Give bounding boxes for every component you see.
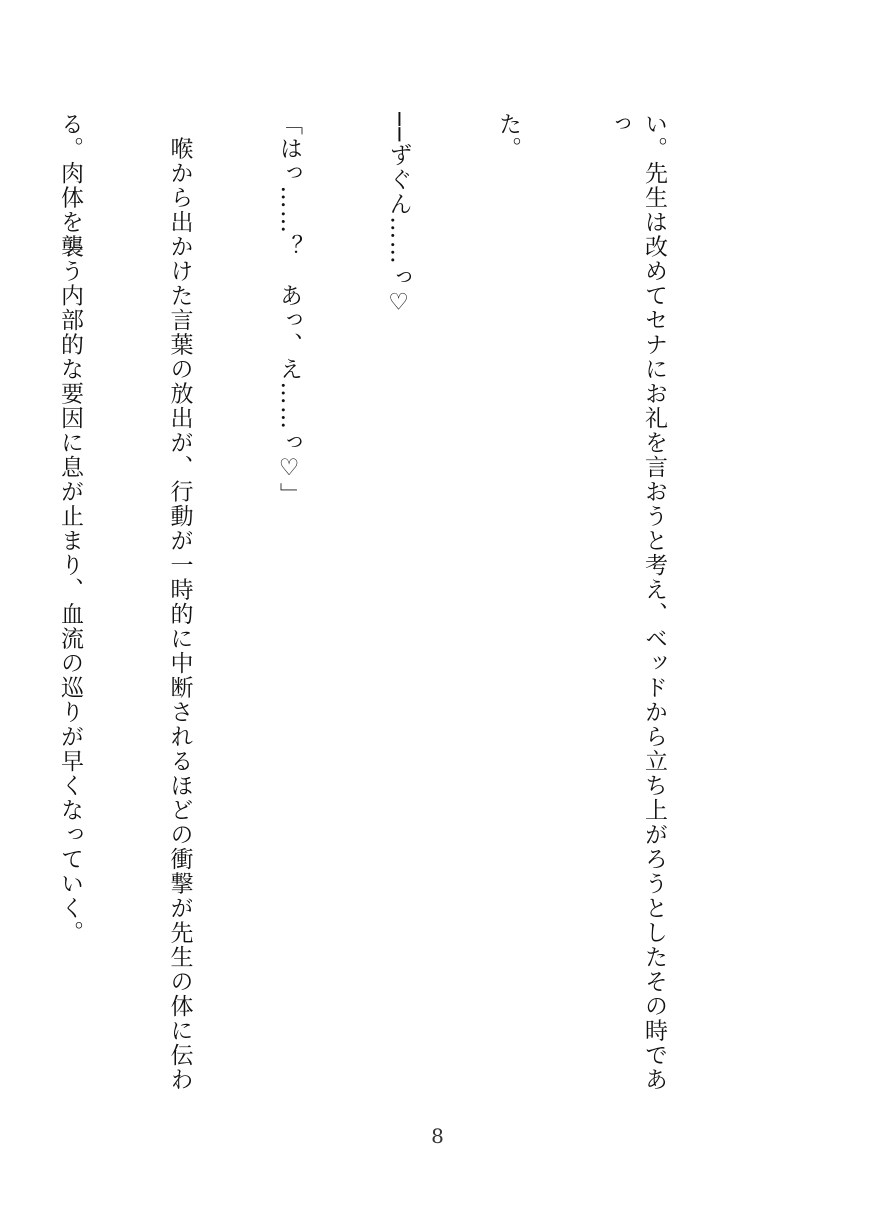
text-line: る。肉体を襲う内部的な要因に息が止まり、血流の巡りが早くなっていく。 <box>57 112 83 945</box>
page-number: 8 <box>431 1124 444 1148</box>
text-line: い。先生は改めてセナにお礼を言おうと考え、ベッドから立ち上がろうとしたその時であっ <box>604 112 667 1092</box>
body-text <box>0 112 745 1097</box>
text-line: た。 <box>495 112 521 161</box>
text-line: 「はっ……？ あっ、え……っ♡」 <box>276 112 302 507</box>
text-line: 喉から出かけた言葉の放出が、行動が一時的に中断されるほどの衝撃が先生の体に伝わ <box>166 112 193 1092</box>
text-line: ──ずぐん……っ♡ <box>385 112 412 318</box>
